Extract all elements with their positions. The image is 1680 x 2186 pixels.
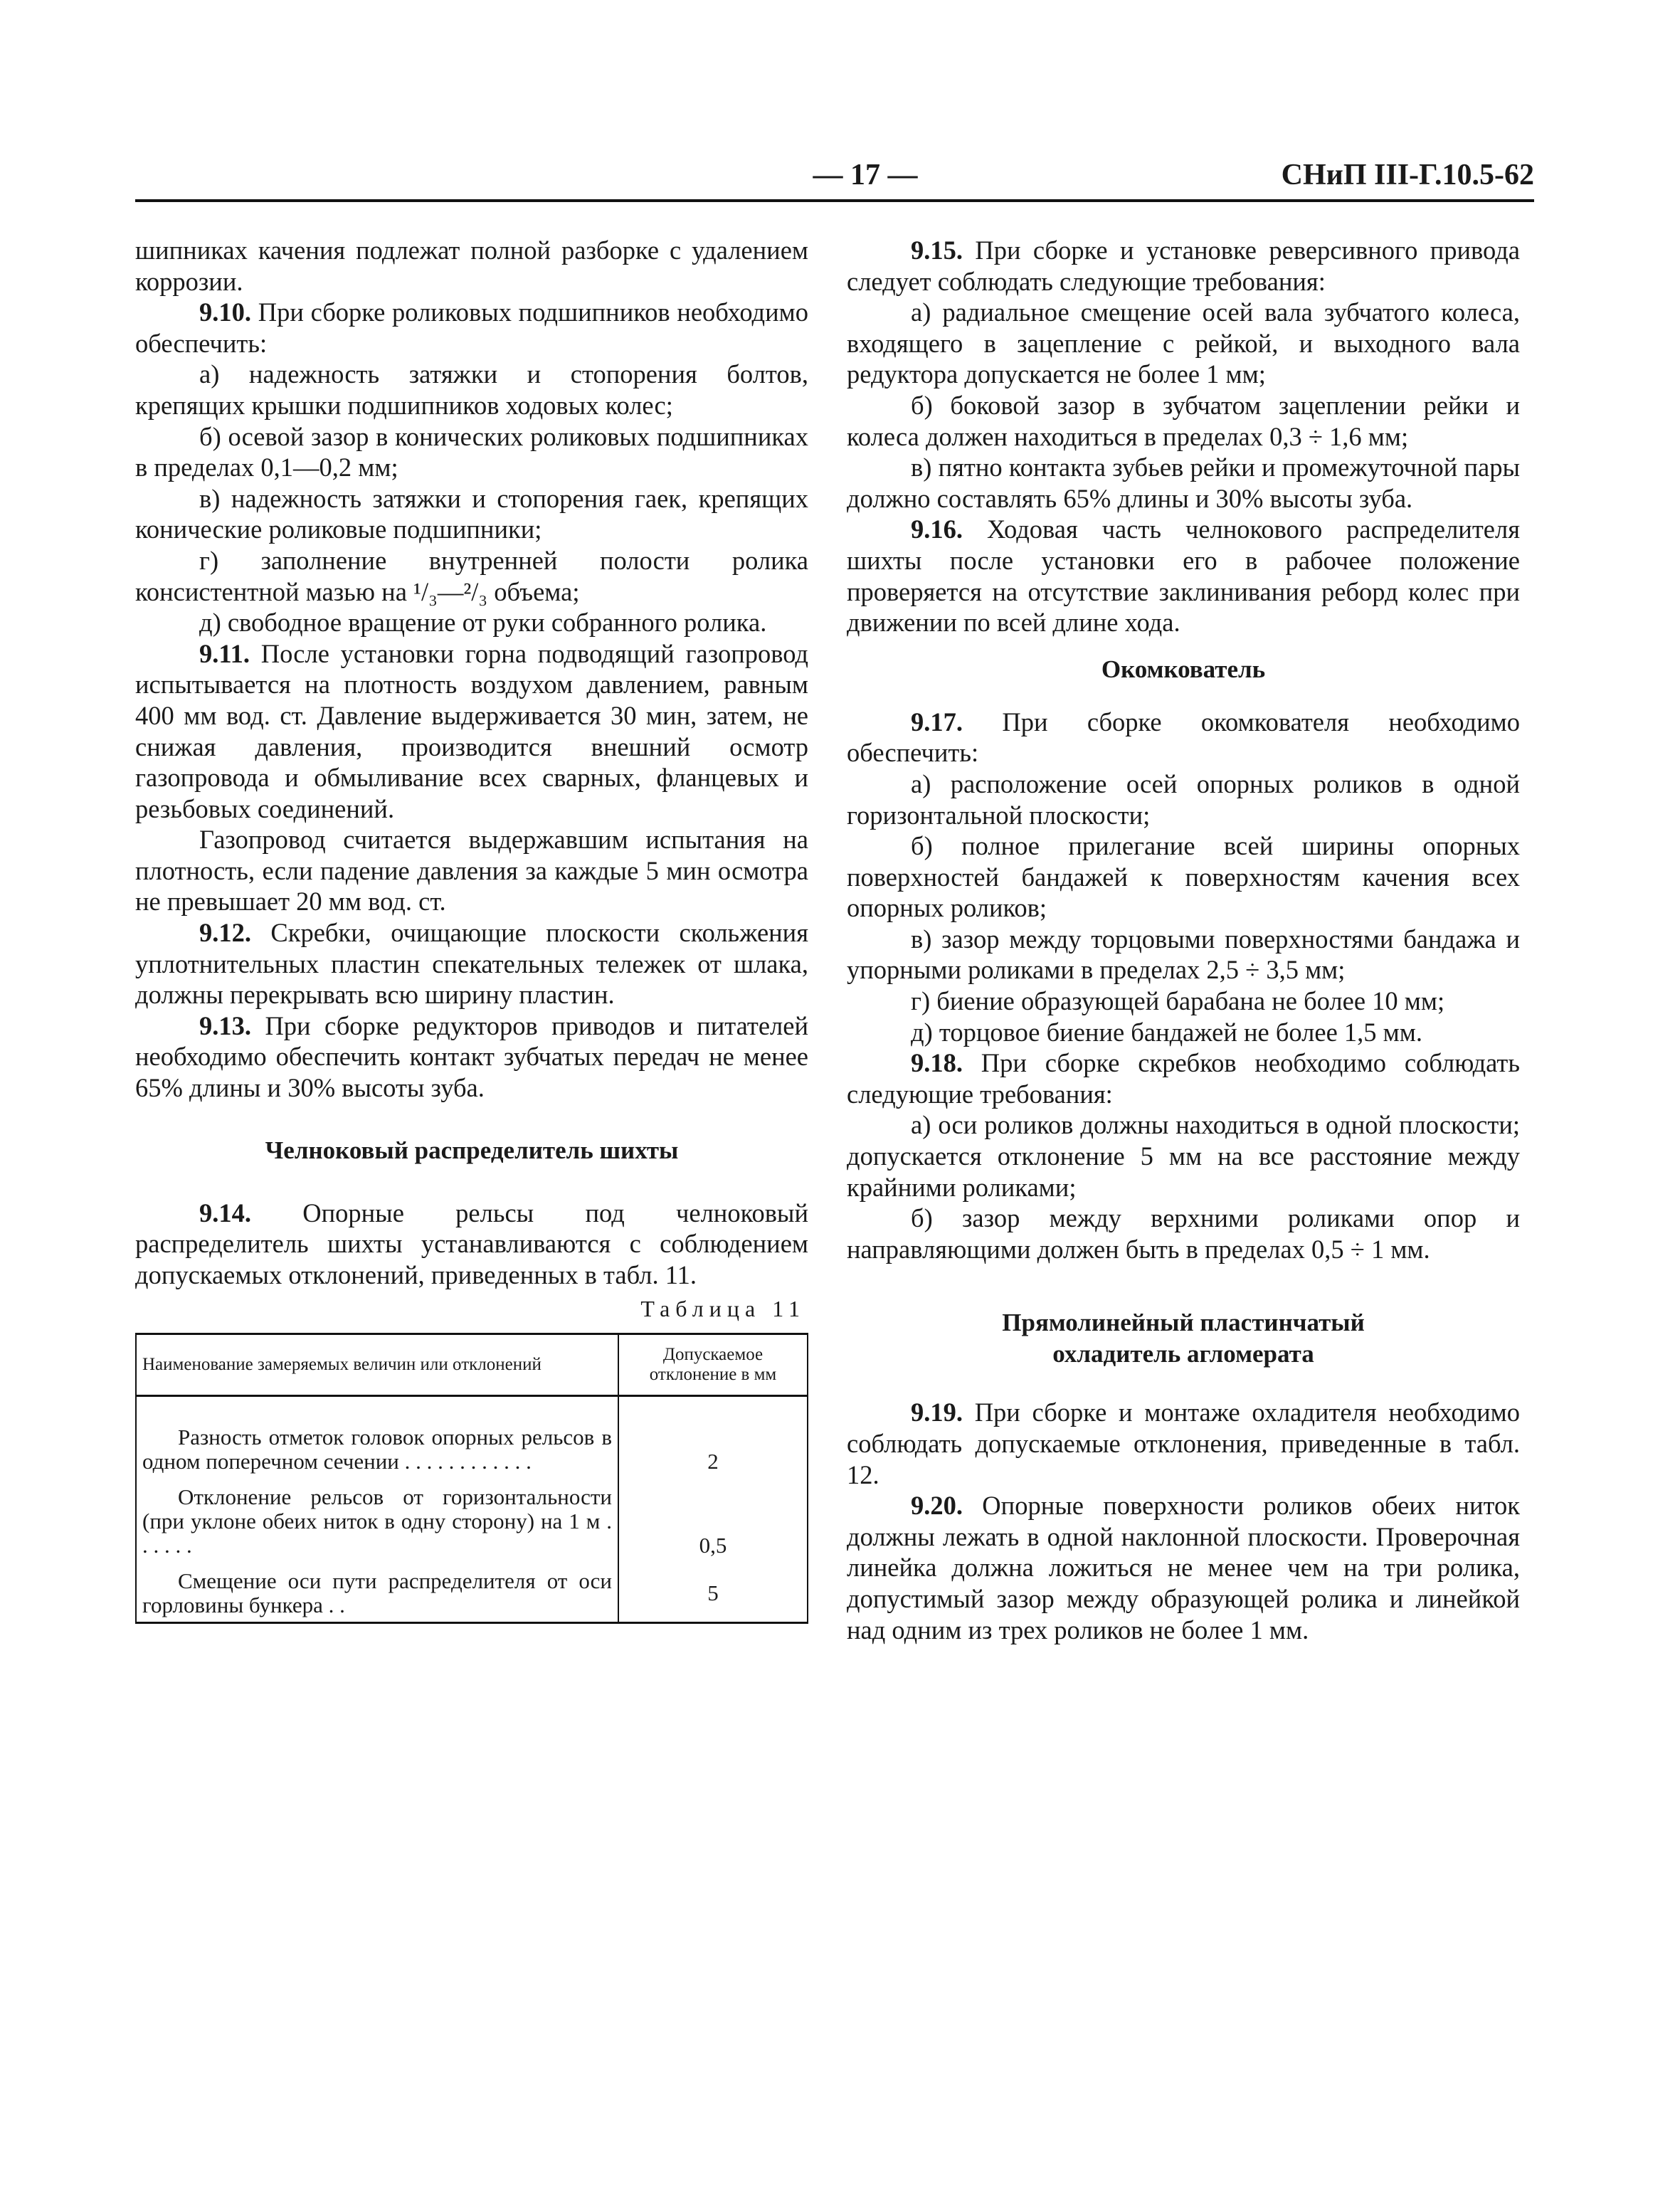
table-row bbox=[136, 1425, 808, 1485]
clause-number: 9.10. bbox=[199, 297, 251, 327]
clause-text: При сборке и монтаже охладителя необходимо соблюдать допускаемые отклонения, приведенные в табл. 12. bbox=[847, 1398, 1520, 1489]
paragraph: Газопровод считается выдержавшим испытания на плотность, если падение давления за каждые 5 мин осмотра не превышает 20 мм вод. ст. bbox=[135, 825, 808, 917]
list-item: д) свободное вращение от руки собранного ролика. bbox=[199, 608, 767, 638]
table-header-tolerance: Допускаемое отклонение в мм bbox=[618, 1334, 808, 1396]
list-item: б) зазор между верхними роликами опор и направляющими должен быть в пределах 0,5 ÷ 1 мм. bbox=[847, 1203, 1520, 1264]
clause-number: 9.14. bbox=[199, 1198, 251, 1227]
table-cell-name: Смещение оси пути распределителя от оси горловины бункера . . bbox=[142, 1568, 612, 1618]
list-item: г) биение образующей барабана не более 10 мм; bbox=[911, 986, 1445, 1016]
table-11 bbox=[135, 1333, 808, 1624]
clause-number: 9.11. bbox=[199, 638, 250, 668]
list-item: б) боковой зазор в зубчатом зацеплении рейки и колеса должен находиться в пределах 0,3 ÷ 1,6 мм; bbox=[847, 390, 1520, 451]
clause-text: При сборке скребков необходимо соблюдать следующие требования: bbox=[847, 1048, 1520, 1109]
clause-text: При сборке окомкователя необходимо обеспечить: bbox=[847, 707, 1520, 768]
list-item: в) надежность затяжки и стопорения гаек, крепящих конические роликовые подшипники; bbox=[135, 483, 808, 544]
clause-number: 9.12. bbox=[199, 918, 251, 948]
list-item: б) полное прилегание всей ширины опорных поверхностей бандажей к поверхностям качения всех опорных роликов; bbox=[847, 831, 1520, 923]
page-header bbox=[135, 158, 1534, 192]
right-column bbox=[847, 235, 1520, 1645]
list-item: д) торцовое биение бандажей не более 1,5 мм. bbox=[911, 1017, 1422, 1047]
clause-9-18 bbox=[847, 1047, 1520, 1109]
list-item: а) расположение осей опорных роликов в одной горизонтальной плоскости; bbox=[847, 769, 1520, 830]
table-row bbox=[136, 1485, 808, 1569]
clause-9-19 bbox=[847, 1397, 1520, 1490]
list-item: в) пятно контакта зубьев рейки и промежуточной пары должно составлять 65% длины и 30% высоты зуба. bbox=[847, 453, 1520, 513]
header-rule bbox=[135, 199, 1534, 202]
clause-9-11 bbox=[135, 638, 808, 825]
section-heading-line: Прямолинейный пластинчатый bbox=[1002, 1309, 1365, 1337]
clause-9-13 bbox=[135, 1010, 808, 1104]
section-heading: Окомкователь bbox=[1101, 655, 1266, 683]
clause-9-16 bbox=[847, 514, 1520, 638]
list-item: в) зазор между торцовыми поверхностями бандажа и упорными роликами в пределах 2,5 ÷ 3,5 мм; bbox=[847, 924, 1520, 985]
section-heading bbox=[847, 1307, 1520, 1370]
table-cell-name: Отклонение рельсов от горизонтальности (при уклоне обеих ниток в одну сторону) на 1 м . . . . . . bbox=[142, 1484, 612, 1558]
clause-text: Опорные рельсы под челноковый распределитель шихты устанавливаются с соблюдением допускаемых отклонений, приведенных в табл. 11. bbox=[135, 1198, 808, 1289]
page-number: — 17 — bbox=[813, 159, 918, 191]
clause-text: При сборке и установке реверсивного привода следует соблюдать следующие требования: bbox=[847, 236, 1520, 296]
table-caption: Таблица 11 bbox=[640, 1296, 805, 1322]
clause-text: Скребки, очищающие плоскости скольжения уплотнительных пластин спекательных тележек от шлака, должны перекрывать всю ширину пластин. bbox=[135, 918, 808, 1010]
table-cell-value: 2 bbox=[618, 1425, 808, 1485]
clause-9-20 bbox=[847, 1490, 1520, 1645]
clause-text: Ходовая часть челнокового распределителя шихты после установки его в рабочее положение проверяется на отсутствие заклинивания реборд колес при движении по всей длине хода. bbox=[847, 514, 1520, 638]
list-item: а) надежность затяжки и стопорения болтов, крепящих крышки подшипников ходовых колес; bbox=[135, 359, 808, 420]
clause-text: При сборке редукторов приводов и питателей необходимо обеспечить контакт зубчатых передач не менее 65% длины и 30% высоты зуба. bbox=[135, 1010, 808, 1103]
list-item: а) радиальное смещение осей вала зубчатого колеса, входящего в зацепление с рейкой, и выходного вала редуктора допускается не более 1 мм; bbox=[847, 297, 1520, 389]
clause-number: 9.13. bbox=[199, 1010, 251, 1040]
table-cell-name: Разность отметок головок опорных рельсов в одном поперечном сечении . . . . . . . . . . . . bbox=[142, 1425, 612, 1474]
clause-9-12 bbox=[135, 917, 808, 1010]
clause-number: 9.20. bbox=[911, 1491, 963, 1521]
clause-9-17 bbox=[847, 707, 1520, 769]
table-row bbox=[136, 1569, 808, 1623]
paragraph: шипниках качения подлежат полной разборке с удалением коррозии. bbox=[135, 236, 808, 296]
table-cell-value: 0,5 bbox=[618, 1485, 808, 1569]
list-item: г) заполнение внутренней полости ролика консистентной мазью на ¹/₃—²/₃ объема; bbox=[135, 545, 808, 606]
document-code: СНиП III-Г.10.5-62 bbox=[1281, 159, 1534, 191]
list-item: а) оси роликов должны находиться в одной плоскости; допускается отклонение 5 мм на все расстояние между крайними роликами; bbox=[847, 1110, 1520, 1202]
clause-9-14 bbox=[135, 1198, 808, 1291]
clause-text: После установки горна подводящий газопровод испытывается на плотность воздухом давлением, равным 400 мм вод. ст. Давление выдерживается 30 мин, затем, не снижая давления, производится внешний осмотр газопровода и обмыливание всех сварных, фланцевых и резьбовых соединений. bbox=[135, 638, 808, 823]
table-header-name: Наименование замеряемых величин или отклонений bbox=[136, 1334, 618, 1396]
clause-text: При сборке роликовых подшипников необходимо обеспечить: bbox=[135, 297, 808, 358]
clause-number: 9.19. bbox=[911, 1398, 963, 1427]
clause-number: 9.17. bbox=[911, 707, 963, 736]
table-spacer-row bbox=[136, 1396, 808, 1426]
table-cell-value: 5 bbox=[618, 1569, 808, 1623]
clause-number: 9.15. bbox=[911, 236, 963, 265]
section-heading-line: охладитель агломерата bbox=[1052, 1340, 1314, 1368]
clause-9-10 bbox=[135, 297, 808, 359]
table-header-row bbox=[136, 1334, 808, 1396]
clause-number: 9.16. bbox=[911, 514, 963, 544]
clause-text: Опорные поверхности роликов обеих ниток должны лежать в одной наклонной плоскости. Проверочная линейка должна ложиться не менее чем на три ролика, допустимый зазор между образующей ролика и линейкой над одним из трех роликов не более 1 мм. bbox=[847, 1491, 1520, 1644]
clause-number: 9.18. bbox=[911, 1048, 963, 1078]
clause-9-15 bbox=[847, 235, 1520, 297]
section-heading: Челноковый распределитель шихты bbox=[265, 1136, 679, 1164]
left-column bbox=[135, 235, 808, 1624]
list-item: б) осевой зазор в конических роликовых подшипниках в пределах 0,1—0,2 мм; bbox=[135, 421, 808, 482]
